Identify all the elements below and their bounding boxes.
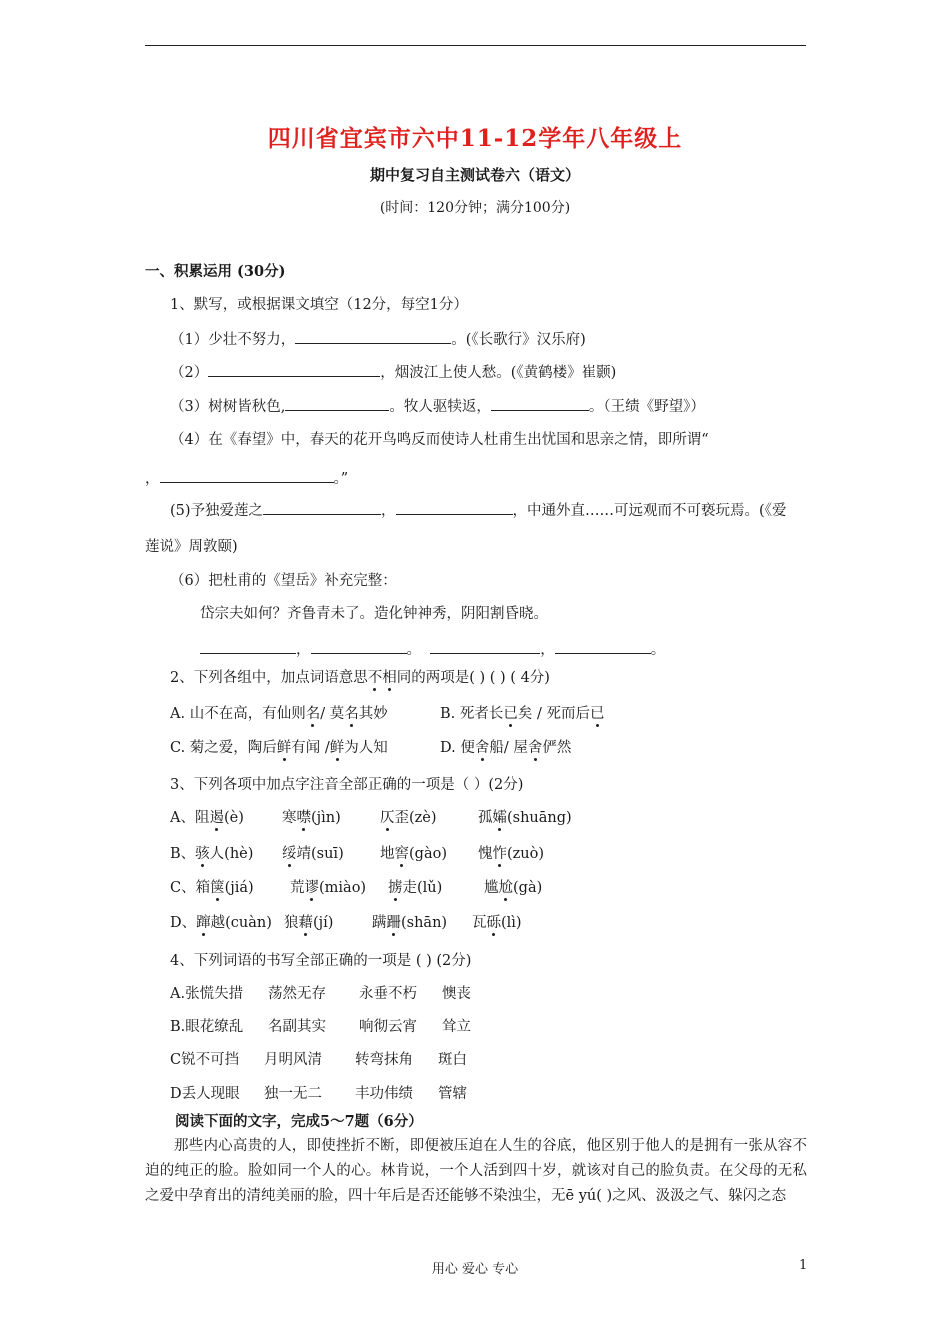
q3-text: (jìn) <box>311 810 341 826</box>
q4-word: 荡然无存 <box>268 986 326 1002</box>
q4-option-D <box>170 1084 467 1104</box>
dotted-char: 已 <box>503 706 518 722</box>
q3-text: 越(cuàn) <box>210 915 272 931</box>
exam-time-note: (时间：120分钟；满分100分) <box>379 200 571 216</box>
q3-text: D、 <box>170 915 197 931</box>
dotted-char: 相 <box>382 670 397 686</box>
dotted-char: 名 <box>305 706 321 722</box>
dotted-char: 已 <box>589 706 605 722</box>
q3-text: (jiá) <box>224 880 254 896</box>
q3-text: 尴 <box>484 880 499 896</box>
q4-stem: 4、下列词语的书写全部正确的一项是 ( ) (2分) <box>170 953 472 969</box>
q2-d-text: 俨然 <box>542 740 572 756</box>
dotted-char: 砾 <box>486 915 501 931</box>
q3-text: 寒 <box>282 810 297 826</box>
q2-stem-text-a: 2、下列各组中，加点词语意思 <box>170 670 368 686</box>
section-heading: 一、积累运用 (30分) <box>145 263 286 280</box>
q4-option-A <box>170 984 471 1004</box>
q2-b-text: 矣 / 死而后 <box>517 706 590 722</box>
answer-blank[interactable] <box>430 639 540 654</box>
dotted-char: 孀 <box>492 810 507 826</box>
q1-item-4-cont <box>145 468 348 489</box>
q4-word: 响彻云宵 <box>359 1019 417 1035</box>
q4-word: 月明风清 <box>264 1052 322 1068</box>
q1-poem-blanks <box>200 639 665 660</box>
period: 。 <box>650 642 666 658</box>
q3-text: 瓦 <box>472 915 487 931</box>
dotted-char: 噤 <box>296 810 311 826</box>
q3-text: (miào) <box>319 880 367 896</box>
q1-item-5 <box>170 500 786 521</box>
q3-text: (lì) <box>501 915 522 931</box>
q4-word: 名副其实 <box>268 1019 326 1035</box>
dotted-char: 谬 <box>304 880 319 896</box>
q2-stem <box>170 668 550 688</box>
answer-blank[interactable] <box>263 500 381 515</box>
dotted-char: 绥 <box>282 846 297 862</box>
q2-d-text: 船/ 屋 <box>489 740 528 756</box>
q1-item-4: （4）在《春望》中，春天的花开鸟鸣反而使诗人杜甫生出忧国和思亲之情，即所谓“ <box>170 432 709 448</box>
q1-2-text-b: ，烟波江上使人愁。(《黄鹤楼》崔颢) <box>380 365 617 381</box>
dotted-char: 怍 <box>492 846 507 862</box>
answer-blank[interactable] <box>396 500 513 515</box>
dotted-char: 舍 <box>474 740 490 756</box>
dotted-char: 鲜 <box>276 740 292 756</box>
q3-text: (zuò) <box>507 846 545 862</box>
q3-option-B <box>170 844 544 864</box>
q3-stem: 3、下列各项中加点字注音全部正确的一项是（ ）(2分) <box>170 777 524 793</box>
page-footer: 用心 爱心 专心 <box>431 1262 519 1277</box>
q1-2-text-a: （2） <box>170 365 209 381</box>
dotted-char: 窖 <box>394 846 409 862</box>
answer-blank[interactable] <box>160 468 334 483</box>
q4-word: 转弯抹角 <box>355 1052 413 1068</box>
q4-word: B.眼花缭乱 <box>170 1019 244 1035</box>
q3-text: 歪(zè) <box>394 810 437 826</box>
q1-4-text-c: 。” <box>333 471 349 487</box>
q4-word: 管辖 <box>438 1086 467 1102</box>
q3-text: 蹒 <box>372 915 387 931</box>
q2-c-text: 为人知 <box>344 740 388 756</box>
q1-item-1 <box>170 329 586 350</box>
dotted-char: 鲜 <box>329 740 345 756</box>
q1-4-text-b: ， <box>145 471 160 487</box>
answer-blank[interactable] <box>555 639 651 654</box>
q2-a-text: / 莫 <box>320 706 345 722</box>
q3-option-A <box>170 808 572 828</box>
q3-text: (shān) <box>401 915 448 931</box>
dotted-char: 蹿 <box>196 915 211 931</box>
q4-word: A.张慌失措 <box>170 986 244 1002</box>
q4-word: D丢人现眼 <box>170 1086 240 1102</box>
q3-text: (è) <box>223 810 244 826</box>
q3-text: 人(hè) <box>209 846 254 862</box>
dotted-char: 藉 <box>298 915 313 931</box>
q2-option-D <box>440 738 571 758</box>
q4-word: 丰功伟绩 <box>355 1086 413 1102</box>
q2-option-B <box>440 704 604 724</box>
q1-5-text-c: ，中通外直……可远观而不可亵玩焉。(《爱 <box>512 503 787 519</box>
q1-3-text-b: 。牧人驱犊返， <box>389 399 491 415</box>
comma: ， <box>296 642 311 658</box>
period: 。 <box>406 642 421 658</box>
dotted-char: 掳 <box>388 880 403 896</box>
dotted-char: 舍 <box>527 740 543 756</box>
q2-stem-text-b: 同的两项是( ) ( ) ( 4分) <box>396 670 550 686</box>
reading-heading: 阅读下面的文字，完成5～7题（6分） <box>175 1113 423 1130</box>
q4-option-C <box>170 1050 467 1070</box>
q1-3-text-c: 。（王绩《野望》） <box>588 399 705 415</box>
q4-word: 斑白 <box>438 1052 467 1068</box>
document-subtitle: 期中复习自主测试卷六（语文） <box>369 166 580 184</box>
q3-text: A、阻 <box>170 810 210 826</box>
q2-option-C <box>170 738 388 758</box>
q3-text: C、箱 <box>170 880 211 896</box>
q2-d-text: D. 便 <box>440 740 475 756</box>
q4-word: 独一无二 <box>264 1086 322 1102</box>
q4-option-B <box>170 1017 471 1037</box>
q2-b-text: B. 死者长 <box>440 706 504 722</box>
q1-item-5-cont: 莲说》周敦颐) <box>145 539 238 555</box>
q3-text: (jí) <box>313 915 334 931</box>
reading-passage: 那些内心高贵的人，即使挫折不断，即便被压迫在人生的谷底，他区别于他人的是拥有一张从容不迫的纯正的脸。脸如同一个人的心。林肯说，一个人活到四十岁，就该对自己的脸负责。在父母的无私之爱中孕育出的清纯美丽的脸，四十年后是否还能够不染浊尘，无ē yú( )之风、汲汲之气、躲闪之态 <box>145 1138 807 1204</box>
answer-blank[interactable] <box>200 639 296 654</box>
q4-word: 永垂不朽 <box>359 986 417 1002</box>
answer-blank[interactable] <box>295 329 451 344</box>
dotted-char: 跚 <box>386 915 401 931</box>
q3-text: 地 <box>380 846 395 862</box>
q3-text: 狼 <box>284 915 299 931</box>
q4-word: 懊丧 <box>442 986 471 1002</box>
q1-5-text-a: (5)予独爱莲之 <box>170 503 264 519</box>
q3-text: 愧 <box>478 846 493 862</box>
q3-text: 靖(suī) <box>296 846 344 862</box>
q3-text: 荒 <box>290 880 305 896</box>
q2-a-text: A. 山不在高，有仙则 <box>170 706 306 722</box>
header-rule <box>145 45 806 46</box>
dotted-char: 箧 <box>210 880 225 896</box>
dotted-char: 不 <box>367 670 383 686</box>
q1-1-text-a: （1）少壮不努力， <box>170 332 296 348</box>
q3-text: (gà) <box>513 880 543 896</box>
page-number: 1 <box>799 1258 808 1273</box>
q1-3-text-a: （3）树树皆秋色, <box>170 399 286 415</box>
q1-1-text-b: 。(《长歌行》汉乐府) <box>451 332 586 348</box>
dotted-char: 骇 <box>195 846 210 862</box>
q1-item-2 <box>170 362 616 383</box>
q2-c-text: 有闻 / <box>291 740 330 756</box>
q1-5-text-b: ， <box>381 503 396 519</box>
q2-c-text: C. 菊之爱，陶后 <box>170 740 277 756</box>
dotted-char: 仄 <box>380 810 395 826</box>
q1-stem: 1、默写，或根据课文填空（12分，每空1分） <box>170 297 468 313</box>
answer-blank[interactable] <box>285 396 389 411</box>
dotted-char: 名 <box>344 706 359 722</box>
dotted-char: 遏 <box>209 810 224 826</box>
q3-text: B、 <box>170 846 196 862</box>
q3-option-C <box>170 878 542 898</box>
q3-text: (shuāng) <box>507 810 572 826</box>
q1-item-3 <box>170 396 705 417</box>
answer-blank[interactable] <box>208 362 380 377</box>
q2-a-text: 其妙 <box>358 706 388 722</box>
q4-word: 耸立 <box>442 1019 471 1035</box>
comma: ， <box>540 642 555 658</box>
q1-poem-line: 岱宗夫如何？齐鲁青未了。造化钟神秀，阴阳割昏晓。 <box>200 606 548 622</box>
q3-option-D <box>170 913 522 933</box>
q2-option-A <box>170 704 388 724</box>
document-title: 四川省宜宾市六中11-12学年八年级上 <box>267 125 683 152</box>
dotted-char: 尬 <box>498 880 513 896</box>
q3-text: (gào) <box>409 846 447 862</box>
answer-blank[interactable] <box>491 396 589 411</box>
q4-word: C锐不可挡 <box>170 1052 240 1068</box>
q3-text: 走(lǔ) <box>402 880 443 896</box>
q1-item-6: （6）把杜甫的《望岳》补充完整： <box>170 573 397 589</box>
answer-blank[interactable] <box>311 639 407 654</box>
q3-text: 孤 <box>478 810 493 826</box>
